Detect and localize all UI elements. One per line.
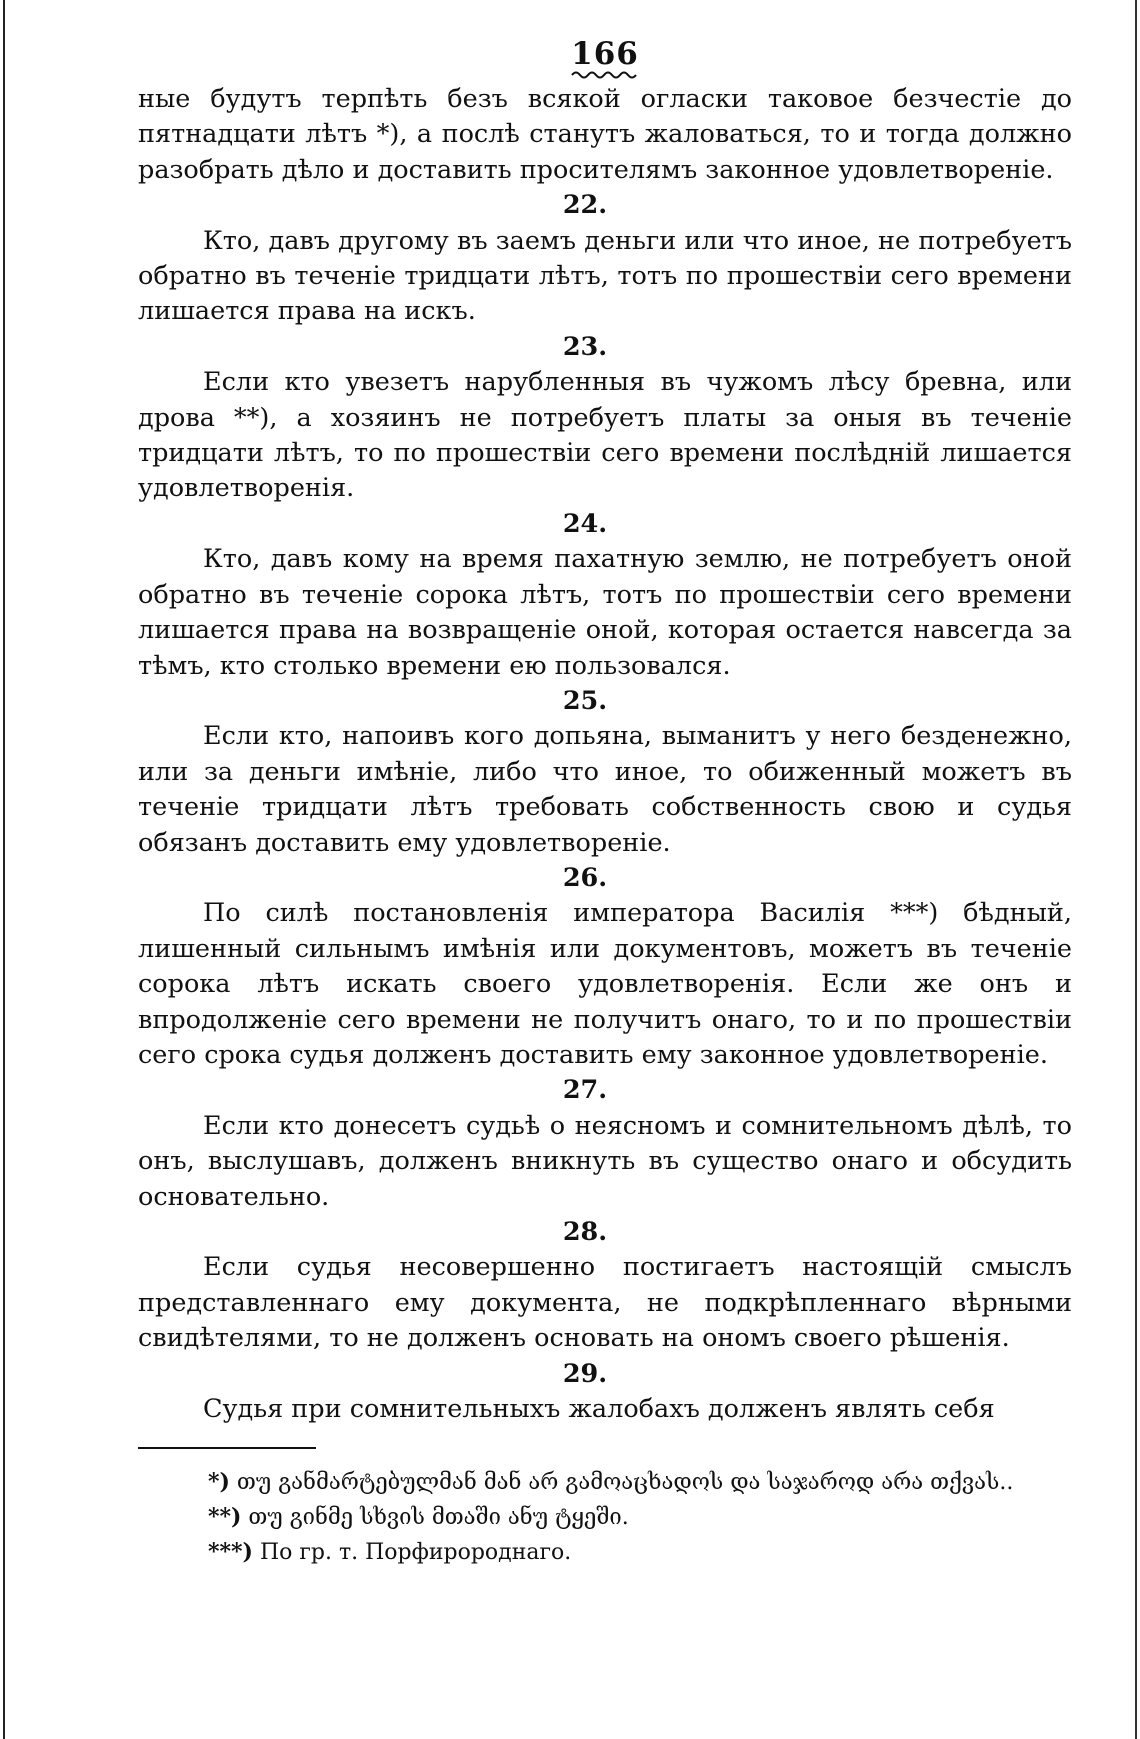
article-number: 25. xyxy=(562,685,608,716)
article-paragraph: Судья при сомнительныхъ жалобахъ долженъ являть себя xyxy=(203,1394,995,1425)
article-paragraph: ные будутъ терпѣть безъ всякой огласки таковое безчестіе до пятнадцати лѣтъ *), а послѣ станутъ жаловаться, то и тогда должно разобрать дѣло и доставить просителямъ законное удовлетвореніе. xyxy=(138,84,1072,185)
article-number: 23. xyxy=(562,331,608,362)
article-paragraph: Если кто увезетъ нарубленныя въ чужомъ лѣсу бревна, или дрова **), а хозяинъ не потребуетъ платы за оныя въ теченіе тридцати лѣтъ, то по прошествіи сего времени послѣдній лишается удовлетворенія. xyxy=(138,367,1072,504)
page-number-ornament xyxy=(138,66,1072,82)
article-paragraph: Кто, давъ кому на время пахатную землю, не потребуетъ оной обратно въ теченіе сорока лѣтъ, тотъ по прошествіи сего времени лишается права на возвращеніе оной, которая остается навсегда за тѣмъ, кто столько времени ею пользовался. xyxy=(138,544,1072,681)
scan-left-edge xyxy=(3,0,5,1739)
article-number: 24. xyxy=(562,508,608,539)
article-number: 29. xyxy=(562,1358,608,1389)
page-number: 166 xyxy=(571,36,639,72)
article-paragraph: Если кто, напоивъ кого допьяна, выманитъ у него безденежно, или за деньги имѣніе, либо что иное, то обиженный можетъ въ теченіе тридцати лѣтъ требовать собственность свою и судья обязанъ доставить ему удовлетвореніе. xyxy=(138,721,1072,858)
footnote-mark: **) xyxy=(208,1504,242,1531)
book-page xyxy=(138,34,1072,1570)
footnote-text: თუ განმარტებულმან მან არ გამოაცხადოს და საჯაროდ არა თქვას.. xyxy=(236,1470,1014,1496)
article-number: 27. xyxy=(562,1075,608,1106)
footnote-mark: *) xyxy=(208,1469,230,1496)
footnote-text: თუ გინმე სხვის მთაში ანუ ტყეში. xyxy=(248,1505,629,1531)
footnotes xyxy=(138,1465,1072,1570)
footnote-divider xyxy=(138,1447,316,1449)
article-paragraph: Кто, давъ другому въ заемъ деньги или что иное, не потребуетъ обратно въ теченіе тридцати лѣтъ, тотъ по прошествіи сего времени лишается права на искъ. xyxy=(138,225,1072,327)
article-number: 26. xyxy=(562,862,608,893)
footnote-text: По гр. т. Порфиророднаго. xyxy=(259,1540,572,1566)
footnote-mark: ***) xyxy=(208,1539,253,1566)
footnote xyxy=(208,1535,1072,1570)
body-text xyxy=(138,82,1072,1427)
squiggle-ornament-icon xyxy=(570,69,640,81)
article-paragraph: По силѣ постановленія императора Василія ***) бѣдный, лишенный сильнымъ имѣнія или документовъ, можетъ въ теченіе сорока лѣтъ искать своего удовлетворенія. Если же онъ и впродолженіе сего времени не получитъ онаго, то и по прошествіи сего срока судья долженъ доставить ему законное удовлетвореніе. xyxy=(138,898,1072,1070)
article-paragraph: Если кто донесетъ судьѣ о неясномъ и сомнительномъ дѣлѣ, то онъ, выслушавъ, долженъ вникнуть въ существо онаго и обсудить основательно. xyxy=(138,1110,1072,1212)
scan-right-edge xyxy=(1135,0,1137,1739)
article-number: 22. xyxy=(562,190,608,221)
footnote xyxy=(208,1465,1072,1500)
footnote xyxy=(208,1500,1072,1535)
article-number: 28. xyxy=(562,1217,608,1247)
article-paragraph: Если судья несовершенно постигаетъ настоящій смыслъ представленнаго ему документа, не подкрѣпленнаго вѣрными свидѣтелями, то не долженъ основать на ономъ своего рѣшенія. xyxy=(138,1252,1072,1354)
